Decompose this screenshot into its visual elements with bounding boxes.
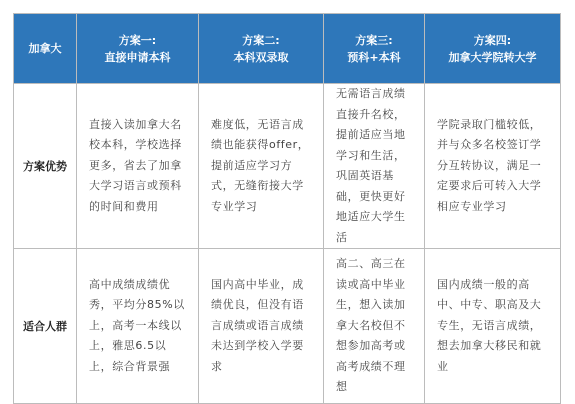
header-plan-2 <box>199 14 324 84</box>
comparison-table-container <box>13 13 560 393</box>
plan-2-title: 本科双录取 <box>233 50 289 64</box>
header-row <box>14 14 561 84</box>
plan-1-title: 直接申请本科 <box>104 50 171 64</box>
cell-advantages-plan-1: 直接入读加拿大名校本科，学校选择更多，省去了加拿大学习语言或预科的时间和费用 <box>77 84 199 249</box>
cell-target-group-plan-4: 国内成绩一般的高中、中专、职高及大专生，无语言成绩，想去加拿大移民和就业 <box>425 249 561 404</box>
cell-advantages-plan-4: 学院录取门槛较低，并与众多名校签订学分互转协议，满足一定要求后可转入大学相应专业学习 <box>425 84 561 249</box>
cell-target-group-plan-2: 国内高中毕业，成绩优良，但没有语言成绩或语言成绩未达到学校入学要求 <box>199 249 324 404</box>
header-corner-label: 加拿大 <box>28 42 62 55</box>
plan-4-number: 方案四: <box>473 33 512 47</box>
comparison-table <box>13 13 561 404</box>
row-label-target-group: 适合人群 <box>14 249 77 404</box>
plan-1-number: 方案一: <box>118 33 157 47</box>
plan-3-number: 方案三: <box>355 33 393 47</box>
cell-advantages-plan-3: 无需语言成绩直接升名校，提前适应当地学习和生活，巩固英语基础，更快更好地适应大学生活 <box>324 84 425 249</box>
cell-target-group-plan-3: 高二、高三在读或高中毕业生，想入读加拿大名校但不想参加高考或高考成绩不理想 <box>324 249 425 404</box>
header-corner-cell <box>14 14 77 84</box>
header-plan-4 <box>425 14 561 84</box>
plan-2-number: 方案二: <box>242 33 280 47</box>
cell-advantages-plan-2: 难度低，无语言成绩也能获得offer，提前适应学习方式，无缝衔接大学专业学习 <box>199 84 324 249</box>
plan-3-title: 预科+本科 <box>347 50 401 64</box>
plan-4-title: 加拿大学院转大学 <box>448 50 537 64</box>
header-plan-1 <box>77 14 199 84</box>
cell-target-group-plan-1: 高中成绩成绩优秀，平均分85%以上，高考一本线以上，雅思6.5以上，综合背景强 <box>77 249 199 404</box>
header-plan-3 <box>324 14 425 84</box>
row-label-advantages: 方案优势 <box>14 84 77 249</box>
table-row-target-group <box>14 249 561 404</box>
table-row-advantages <box>14 84 561 249</box>
